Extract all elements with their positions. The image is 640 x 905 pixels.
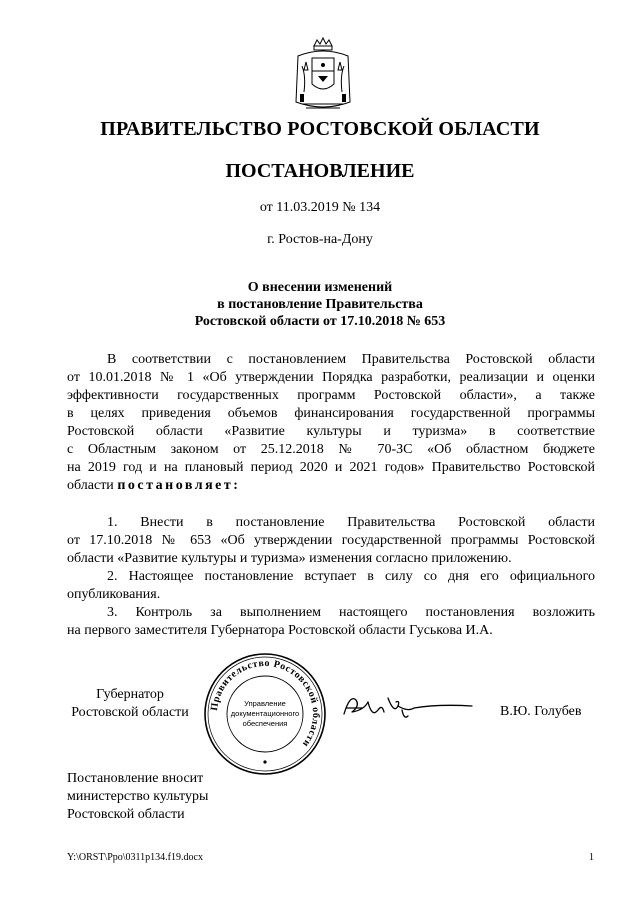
preamble-line: от 10.01.2018 № 1 «Об утверждении Порядка разработки, реализации и оценки: [67, 370, 595, 385]
item-line: 2. Настоящее постановление вступает в силу со дня его официального: [107, 569, 595, 584]
preamble-line: Ростовской области «Развитие культуры и туризма» в соответствие: [67, 424, 595, 439]
file-path: Y:\ORST\Ppo\0311p134.f19.docx: [67, 852, 203, 863]
item-line: 1. Внести в постановление Правительства Ростовской области: [107, 515, 595, 530]
item-1-paragraph: [67, 514, 595, 568]
preamble-line: эффективности государственных программ Ростовской области», а также: [67, 388, 595, 403]
subject-line: в постановление Правительства: [217, 297, 423, 312]
preamble-line: с Областным законом от 25.12.2018 № 70-ЗС «Об областном бюджете: [67, 442, 595, 457]
subject-line: О внесении изменений: [247, 280, 393, 295]
submitted-line: Постановление вносит: [67, 771, 204, 786]
stamp-center-line: документационного: [230, 709, 300, 718]
preamble-paragraph: [67, 351, 595, 495]
handwritten-signature: [338, 690, 478, 726]
item-line: от 17.10.2018 № 653 «Об утверждении государственной программы Ростовской: [67, 533, 595, 548]
government-name: ПРАВИТЕЛЬСТВО РОСТОВСКОЙ ОБЛАСТИ: [100, 118, 540, 140]
submitted-by: [67, 770, 208, 824]
preamble-last-line: [67, 477, 595, 495]
item-3-paragraph: [67, 604, 595, 640]
document-type: ПОСТАНОВЛЕНИЕ: [225, 160, 415, 182]
document-city: г. Ростов-на-Дону: [267, 232, 373, 247]
page-number: 1: [589, 852, 594, 863]
coat-of-arms-emblem: [292, 36, 354, 116]
signatory-title-line: Ростовской области: [71, 705, 189, 720]
signatory-title-line: Губернатор: [96, 687, 164, 702]
item-line: на первого заместителя Губернатора Ростовской области Гуськова И.А.: [67, 623, 493, 638]
item-line: опубликования.: [67, 587, 161, 602]
item-line: области «Развитие культуры и туризма» изменения согласно приложению.: [67, 551, 512, 566]
official-stamp: [203, 652, 327, 776]
stamp-center-line: обеспечения: [242, 719, 288, 728]
submitted-line: министерство культуры: [67, 789, 209, 804]
item-line: 3. Контроль за выполнением настоящего постановления возложить: [107, 605, 595, 620]
preamble-line: в целях приведения объемов финансирования государственной программы: [67, 406, 595, 421]
item-2-paragraph: [67, 568, 595, 604]
stamp-center-line: Управление: [244, 699, 286, 708]
signatory-name: В.Ю. Голубев: [500, 704, 582, 719]
document-date-number: от 11.03.2019 № 134: [259, 200, 381, 215]
stamp-ring-text: Правительство Ростовской области: [208, 657, 322, 750]
subject-line: Ростовской области от 17.10.2018 № 653: [194, 314, 446, 329]
preamble-line: на 2019 год и на плановый период 2020 и 2021 годов» Правительство Ростовской: [67, 460, 595, 475]
signatory-title: [60, 686, 200, 722]
document-subject: [0, 279, 640, 330]
resolves-word: постановляет:: [117, 478, 241, 493]
preamble-last-prefix: области: [67, 478, 118, 493]
preamble-line: В соответствии с постановлением Правительства Ростовской области: [107, 352, 595, 367]
submitted-line: Ростовской области: [67, 807, 185, 822]
